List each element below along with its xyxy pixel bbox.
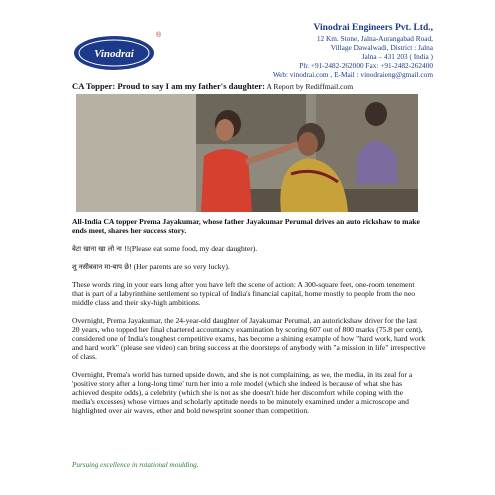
company-name: Vinodrai Engineers Pvt. Ltd., [313, 23, 433, 33]
quote-2-english: (Her parents are so very lucky). [131, 261, 230, 271]
paragraph: These words ring in your ears long after you have left the scene of action: A 300-square feet, one-room tenement that is part of a labyrinthine settlement so typical of India's financial capital, home mostly to people from the neo middle class and their sky-high ambitions. [72, 280, 415, 308]
footer-tagline: Pursuing excellence in rotational moulding. [72, 461, 199, 469]
quote-1 [72, 244, 426, 254]
company-address-line: 12 Km. Stone, Jalna-Aurangabad Road, [316, 34, 433, 43]
photo-caption: All-India CA topper Prema Jayakumar, whose father Jayakumar Perumal drives an auto rickshaw to make ends meet, shares her success story. [72, 217, 420, 236]
paragraph: Overnight, Prema's world has turned upside down, and she is not complaining, as we, the media, in its zeal for a 'positive story after a long-long time' turn her into a role model (which she indeed is because of what she has achieved despite odds), a celebrity (which she is not as she doesn't hide her discomfort while coping with the media's excesses) whose virtues and scholarly aptitude needs to be minutely examined under a microscope and highlighted over air waves, ether and bold newsprint sooner than competition. [72, 369, 413, 416]
company-phone-fax: Ph: +91-2482-262000 Fax: +91-2482-262400 [299, 61, 433, 70]
quote-2-hindi: शु नसीबवान मा-बाप छे! [72, 262, 132, 271]
company-address-line: Jalna – 431 203 ( India ) [361, 52, 433, 61]
quote-1-english: (Please eat some food, my dear daughter). [129, 243, 258, 253]
company-address-line: Village Dawalwadi, District : Jalna [330, 43, 433, 52]
paragraph: Overnight, Prema Jayakumar, the 24-year-old daughter of Jayakumar Perumal, an autorickshaw driver for the last 20 years, who topped her final chartered accountancy examination by scoring 607 out of 800 marks (75.8 per cent), considered one of India's toughest competitive exams, has become a shining example of how "hard work, hard work and hard work" (please see video) can bring success at the doorsteps of anybody with "a mission in life" irrespective of class. [72, 315, 426, 362]
logo-text: Vinodrai [94, 48, 134, 60]
headline-title: CA Topper: Proud to say I am my father's daughter: [72, 81, 265, 91]
vinodrai-logo [70, 29, 162, 75]
headline-byline: A Report by Rediffmail.com [264, 82, 354, 91]
company-web-email: Web: vinodrai.com , E-Mail : vinodraieng@gmail.com [272, 70, 433, 79]
article [72, 82, 426, 424]
article-photo [76, 94, 418, 212]
registered-mark: ® [156, 32, 162, 39]
article-headline [72, 82, 426, 91]
company-header [273, 23, 433, 79]
quote-1-hindi: बेटा खाना खा लो ना !! [72, 244, 130, 253]
quote-2 [72, 262, 426, 272]
